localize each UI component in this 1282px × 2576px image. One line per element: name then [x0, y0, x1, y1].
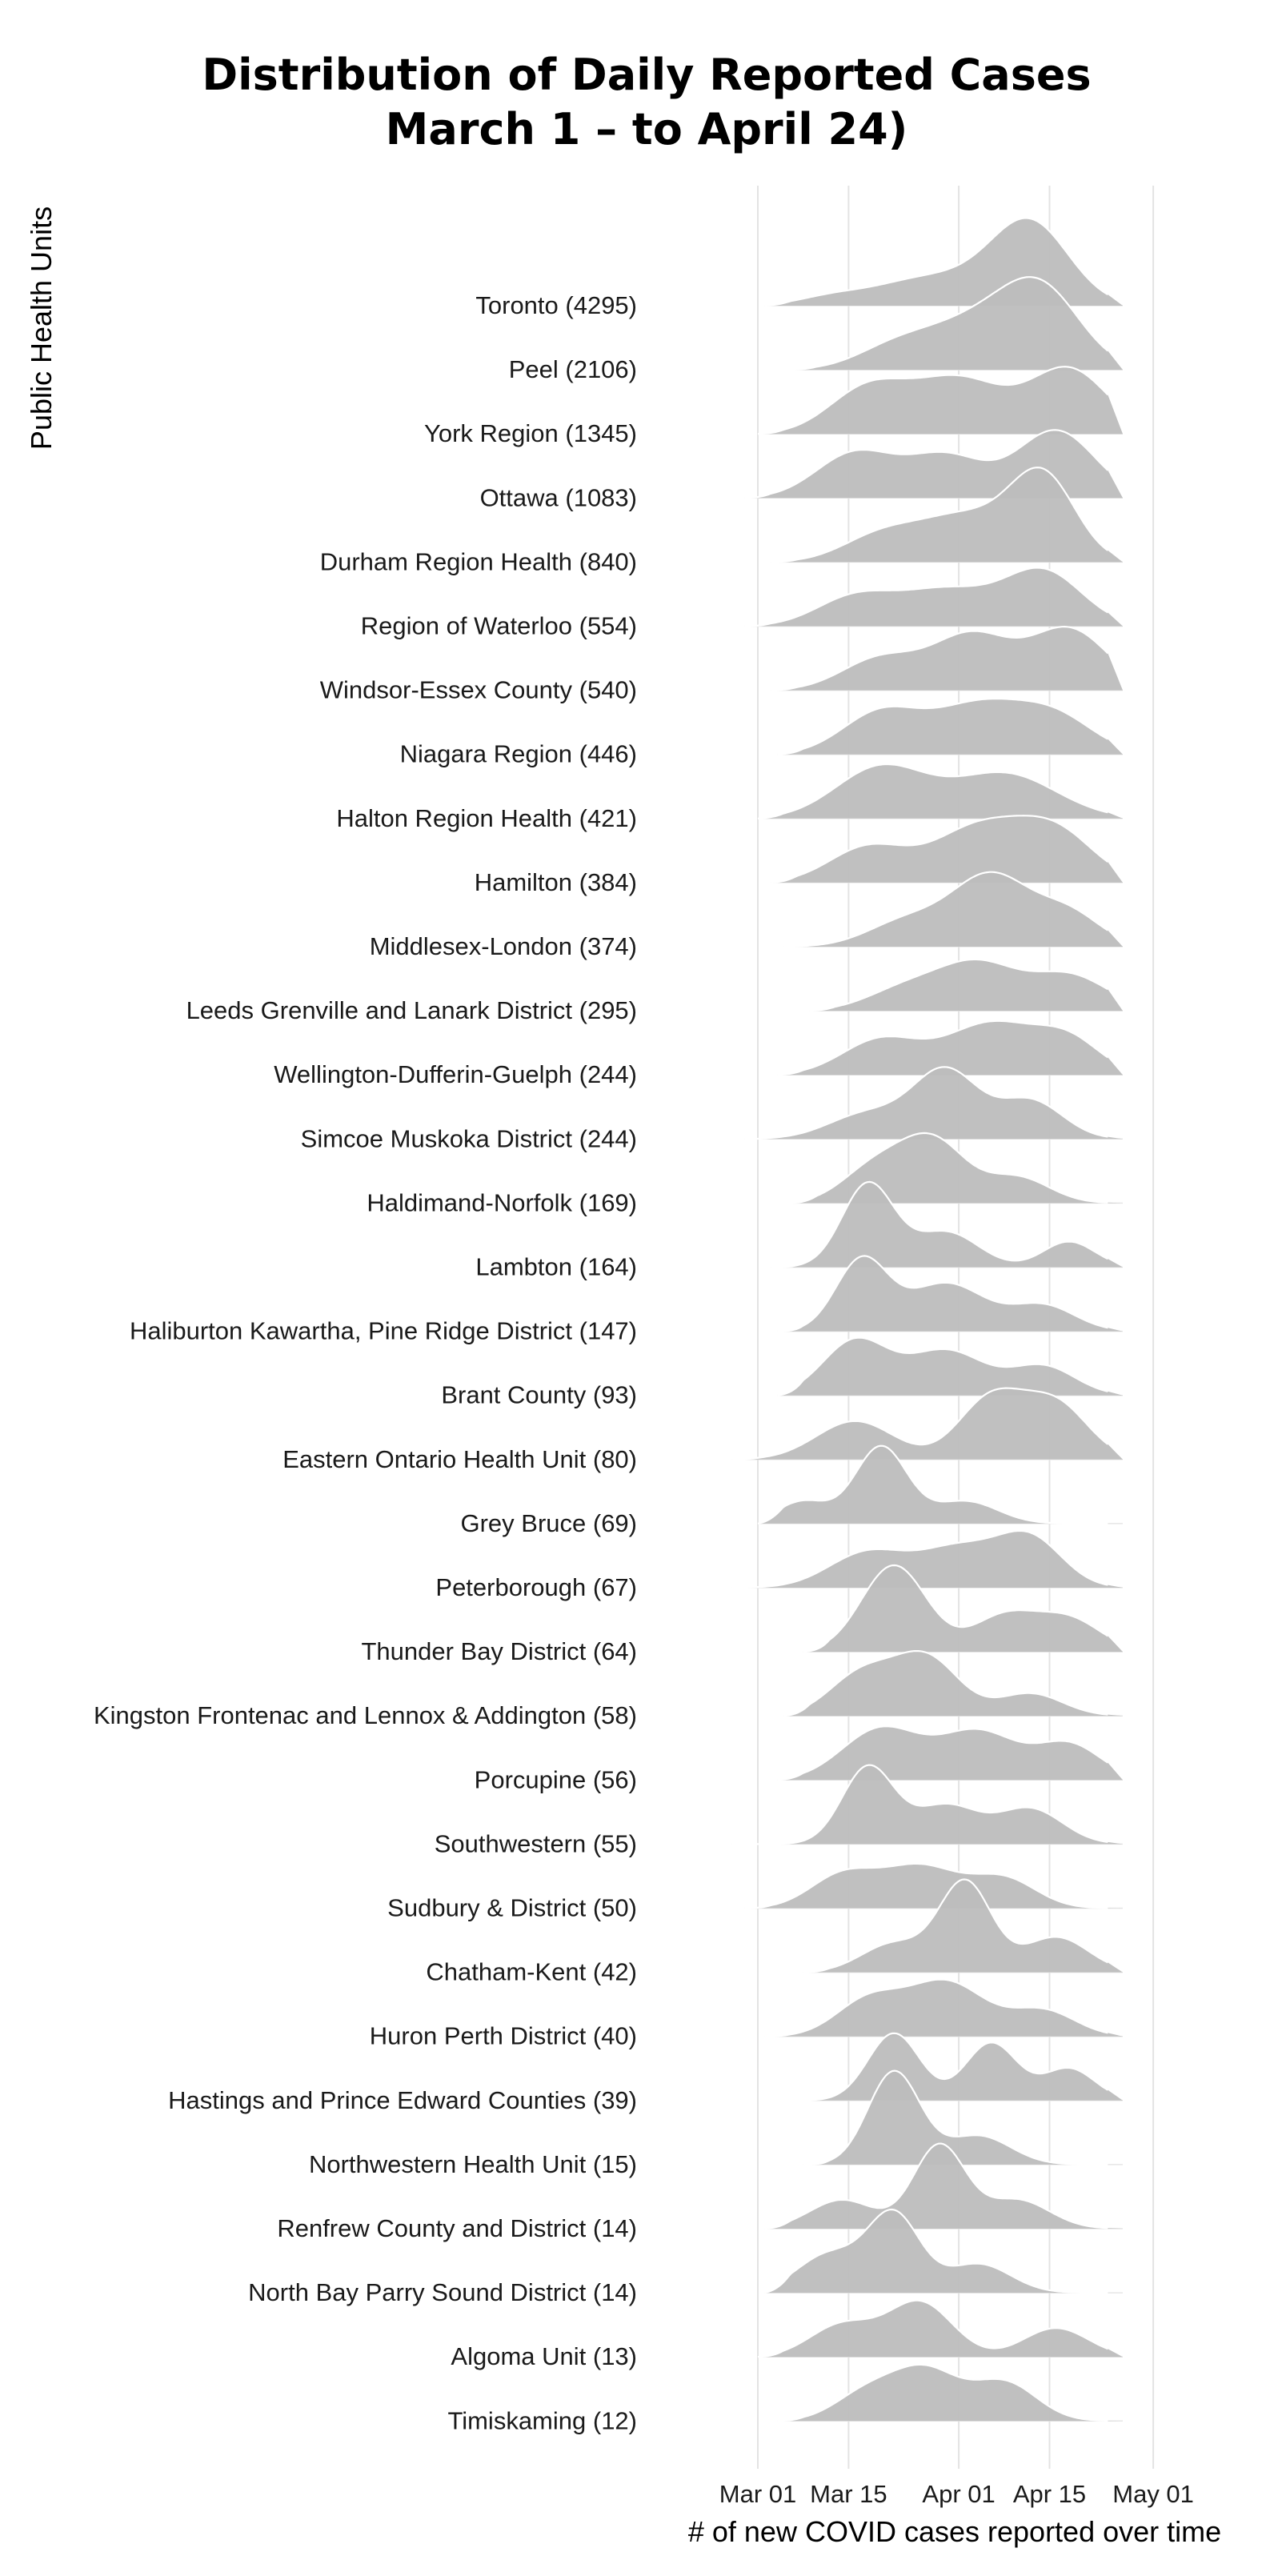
- row-label-24: Southwestern (55): [434, 1829, 637, 1858]
- row-label-8: Halton Region Health (421): [336, 803, 637, 832]
- ridge-area-13: [745, 1067, 1123, 1139]
- row-label-29: Northwestern Health Unit (15): [308, 2149, 637, 2178]
- row-label-18: Eastern Ontario Health Unit (80): [282, 1444, 637, 1473]
- row-label-4: Durham Region Health (840): [319, 547, 637, 576]
- ridge-area-5: [745, 568, 1123, 627]
- x-axis-title: # of new COVID cases reported over time: [687, 2515, 1222, 2548]
- ridge-area-11: [810, 959, 1123, 1011]
- row-label-32: Algoma Unit (13): [451, 2342, 637, 2371]
- ridge-area-12: [777, 1021, 1123, 1075]
- row-label-12: Wellington-Dufferin-Guelph (244): [274, 1060, 637, 1089]
- ridge-area-14: [791, 1133, 1124, 1204]
- row-label-7: Niagara Region (446): [399, 739, 637, 768]
- row-label-14: Haldimand-Norfolk (169): [367, 1188, 637, 1217]
- chart-title: Distribution of Daily Reported Cases: [202, 50, 1092, 100]
- row-label-5: Region of Waterloo (554): [360, 611, 637, 640]
- ridge-area-27: [764, 1980, 1123, 2037]
- row-label-3: Ottawa (1083): [479, 483, 637, 512]
- x-tick-label-4: May 01: [1112, 2480, 1194, 2508]
- ridge-area-30: [764, 2144, 1123, 2229]
- row-label-15: Lambton (164): [475, 1252, 637, 1281]
- x-tick-label-0: Mar 01: [719, 2480, 797, 2508]
- row-label-31: North Bay Parry Sound District (14): [248, 2278, 637, 2307]
- row-label-27: Huron Perth District (40): [369, 2021, 637, 2050]
- row-labels: [94, 291, 637, 2434]
- ridge-area-0: [764, 218, 1123, 306]
- row-label-28: Hastings and Prince Edward Counties (39): [168, 2085, 637, 2114]
- row-label-20: Peterborough (67): [435, 1573, 637, 1601]
- x-tick-label-1: Mar 15: [810, 2480, 887, 2508]
- x-tick-label-3: Apr 15: [1012, 2480, 1087, 2508]
- row-label-9: Hamilton (384): [474, 867, 637, 896]
- row-label-21: Thunder Bay District (64): [361, 1637, 637, 1666]
- ridge-area-3: [745, 430, 1123, 498]
- y-axis-title: Public Health Units: [25, 206, 58, 451]
- row-label-0: Toronto (4295): [475, 291, 637, 319]
- row-label-17: Brant County (93): [441, 1380, 637, 1409]
- x-tick-label-2: Apr 01: [922, 2480, 996, 2508]
- row-label-30: Renfrew County and District (14): [277, 2214, 637, 2242]
- ridge-area-32: [758, 2301, 1123, 2358]
- row-label-10: Middlesex-London (374): [369, 932, 637, 960]
- ridge-area-25: [745, 1864, 1123, 1909]
- row-label-19: Grey Bruce (69): [460, 1508, 637, 1537]
- ridge-area-28: [791, 2033, 1124, 2101]
- row-label-1: Peel (2106): [508, 355, 637, 384]
- row-label-26: Chatham-Kent (42): [426, 1957, 637, 1986]
- row-label-2: York Region (1345): [424, 419, 637, 448]
- ridge-area-10: [783, 872, 1123, 947]
- row-label-13: Simcoe Muskoka District (244): [300, 1124, 637, 1153]
- ridge-area-2: [758, 367, 1123, 434]
- ridge-area-6: [771, 627, 1123, 691]
- ridge-area-17: [777, 1338, 1123, 1396]
- row-label-22: Kingston Frontenac and Lennox & Addington (58): [93, 1701, 637, 1730]
- x-axis-ticks: [719, 2480, 1194, 2508]
- row-label-11: Leeds Grenville and Lanark District (295): [186, 996, 637, 1025]
- row-label-6: Windsor-Essex County (540): [319, 675, 637, 704]
- row-label-16: Haliburton Kawartha, Pine Ridge District (147): [129, 1316, 637, 1345]
- ridge-area-9: [771, 815, 1123, 883]
- row-label-23: Porcupine (56): [474, 1765, 637, 1794]
- ridge-area-7: [777, 699, 1123, 755]
- row-label-33: Timiskaming (12): [447, 2406, 637, 2435]
- ridge-area-23: [777, 1726, 1123, 1780]
- ridges: [732, 218, 1123, 2422]
- row-label-25: Sudbury & District (50): [387, 1893, 637, 1922]
- ridge-area-18: [732, 1388, 1123, 1460]
- chart-subtitle: March 1 – to April 24): [385, 104, 908, 154]
- ridge-area-8: [758, 764, 1123, 819]
